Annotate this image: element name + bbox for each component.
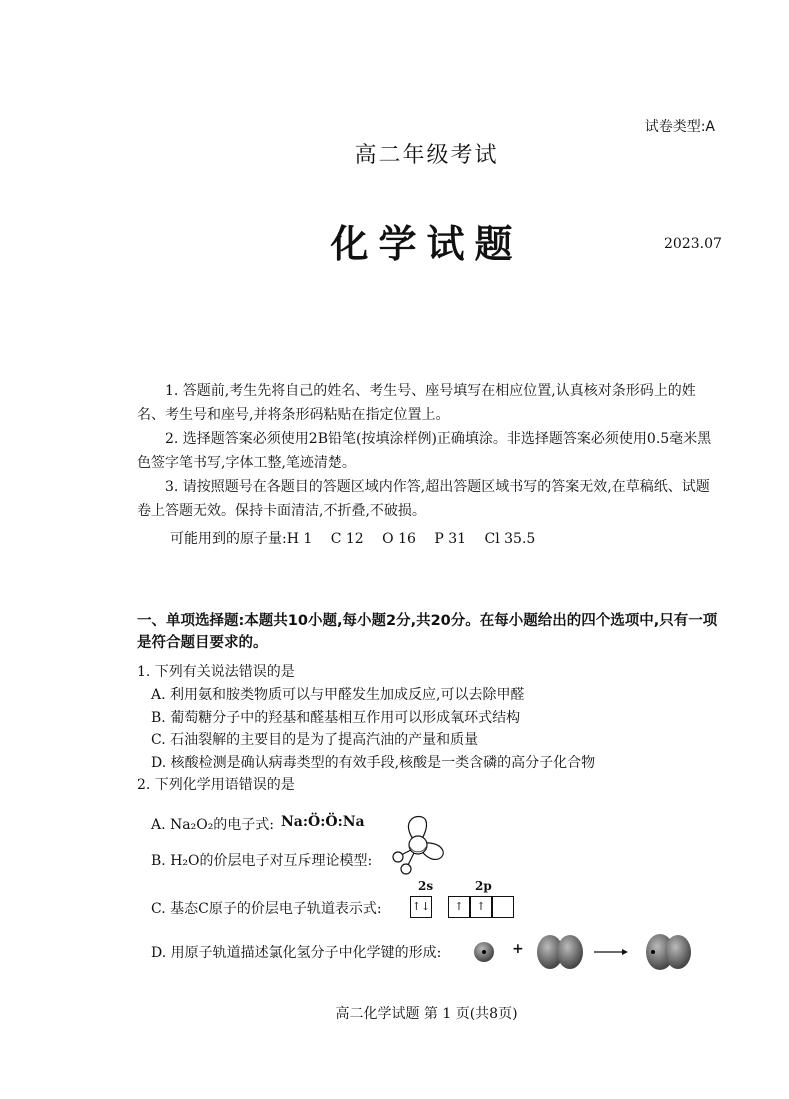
question-2-option-c: C. 基态C原子的价层电子轨道表示式: [151,901,382,917]
sodium-peroxide-electron-formula: Na:Ö:Ö:Na [281,814,365,830]
instruction-item: 1. 答题前,考生先将自己的姓名、考生号、座号填写在相应位置,认真核对条形码上的姓名、考生号和座号,并将条形码粘贴在指定位置上。 [137,383,696,423]
instructions [137,379,717,523]
subject-title: 化学试题 [330,221,523,266]
page-footer: 高二化学试题 第 1 页(共8页) [335,1006,518,1022]
section-heading: 一、单项选择题:本题共10小题,每小题2分,共20分。在每小题给出的四个选项中,只有一项是符合题目要求的。 [137,613,718,651]
paper-type-label: 试卷类型:A [644,119,715,135]
exam-date: 2023.07 [664,236,722,252]
orbital-label-2s: 2s [418,879,434,893]
orbital-box-2p: ↑ [448,896,470,918]
exam-title: 高二年级考试 [354,143,499,168]
orbital-label-2p: 2p [475,879,492,893]
question-1-option-a: A. 利用氨和胺类物质可以与甲醛发生加成反应,可以去除甲醛 [151,687,525,703]
orbital-overlap-icon [470,930,700,974]
question-2-option-d: D. 用原子轨道描述氯化氢分子中化学键的形成: [151,945,442,961]
orbital-box-2p: ↑ [470,896,492,918]
question-2-stem: 2. 下列化学用语错误的是 [137,777,295,793]
vsepr-model-icon [388,815,450,875]
question-1-option-c: C. 石油裂解的主要目的是为了提高汽油的产量和质量 [151,732,479,748]
instruction-item: 2. 选择题答案必须使用2B铅笔(按填涂样例)正确填涂。非选择题答案必须使用0.5毫米黑色签字笔书写,字体工整,笔迹清楚。 [137,431,712,471]
question-1-stem: 1. 下列有关说法错误的是 [137,664,295,680]
instruction-item: 3. 请按照题号在各题目的答题区域内作答,超出答题区域书写的答案无效,在草稿纸、试题卷上答题无效。保持卡面清洁,不折叠,不破损。 [137,479,710,519]
plus-sign: + [512,941,524,957]
question-2-option-a: A. Na₂O₂的电子式: [151,817,275,833]
question-1-option-b: B. 葡萄糖分子中的羟基和醛基相互作用可以形成氧环式结构 [151,710,521,726]
orbital-box-2s: ↑↓ [410,896,432,918]
question-1-option-d: D. 核酸检测是确认病毒类型的有效手段,核酸是一类含磷的高分子化合物 [151,755,596,771]
question-2-option-b: B. H₂O的价层电子对互斥理论模型: [151,853,373,869]
orbital-box-2p [492,896,514,918]
atomic-masses: 可能用到的原子量:H 1 C 12 O 16 P 31 Cl 35.5 [170,531,536,547]
